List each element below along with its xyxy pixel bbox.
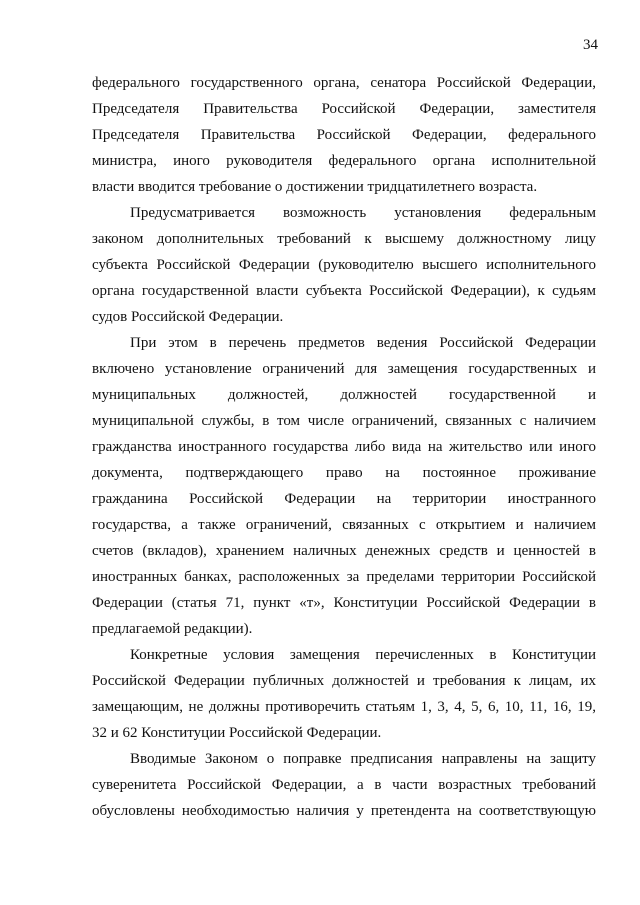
text-line: муниципальных должностей, должностей государственной и (92, 387, 596, 403)
text-line: министра, иного руководителя федерального органа исполнительной (92, 153, 596, 169)
text-line: Федерации (статья 71, пункт «т», Конституции Российской Федерации в (92, 595, 596, 611)
text-line: иностранных банках, расположенных за пределами территории Российской (92, 569, 596, 585)
paragraph-2 (92, 200, 596, 330)
text-line: Конкретные условия замещения перечисленных в Конституции (130, 647, 596, 663)
text-line: документа, подтверждающего право на постоянное проживание (92, 465, 596, 481)
text-line: Вводимые Законом о поправке предписания направлены на защиту (130, 751, 596, 767)
text-line: власти вводится требование о достижении тридцатилетнего возраста. (92, 179, 538, 195)
text-line: законом дополнительных требований к высшему должностному лицу (92, 231, 596, 247)
text-line: Российской Федерации публичных должностей и требования к лицам, их (92, 673, 596, 689)
text-line: субъекта Российской Федерации (руководителю высшего исполнительного (92, 257, 596, 273)
text-line: обусловлены необходимостью наличия у претендента на соответствующую (92, 803, 596, 819)
paragraph-5 (92, 746, 596, 824)
text-line: счетов (вкладов), хранением наличных денежных средств и ценностей в (92, 543, 596, 559)
text-line: включено установление ограничений для замещения государственных и (92, 361, 596, 377)
text-line: муниципальной службы, в том числе ограничений, связанных с наличием (92, 413, 596, 429)
text-line: предлагаемой редакции). (92, 621, 253, 637)
paragraph-4 (92, 642, 596, 746)
text-line: гражданина Российской Федерации на территории иностранного (92, 491, 596, 507)
paragraph-1 (92, 70, 596, 200)
text-line: Председателя Правительства Российской Федерации, федерального (92, 127, 596, 143)
text-line: замещающим, не должны противоречить статьям 1, 3, 4, 5, 6, 10, 11, 16, 19, (92, 699, 596, 715)
paragraph-3 (92, 330, 596, 642)
document-body (92, 70, 596, 824)
text-line: суверенитета Российской Федерации, а в части возрастных требований (92, 777, 596, 793)
text-line: органа государственной власти субъекта Российской Федерации), к судьям (92, 283, 596, 299)
text-line: федерального государственного органа, сенатора Российской Федерации, (92, 75, 596, 91)
text-line: судов Российской Федерации. (92, 309, 284, 325)
page-number: 34 (583, 37, 598, 53)
text-line: Председателя Правительства Российской Федерации, заместителя (92, 101, 596, 117)
text-line: гражданства иностранного государства либо вида на жительство или иного (92, 439, 596, 455)
text-line: При этом в перечень предметов ведения Российской Федерации (130, 335, 596, 351)
text-line: 32 и 62 Конституции Российской Федерации. (92, 725, 382, 741)
text-line: государства, а также ограничений, связанных с открытием и наличием (92, 517, 596, 533)
text-line: Предусматривается возможность установления федеральным (130, 205, 596, 221)
